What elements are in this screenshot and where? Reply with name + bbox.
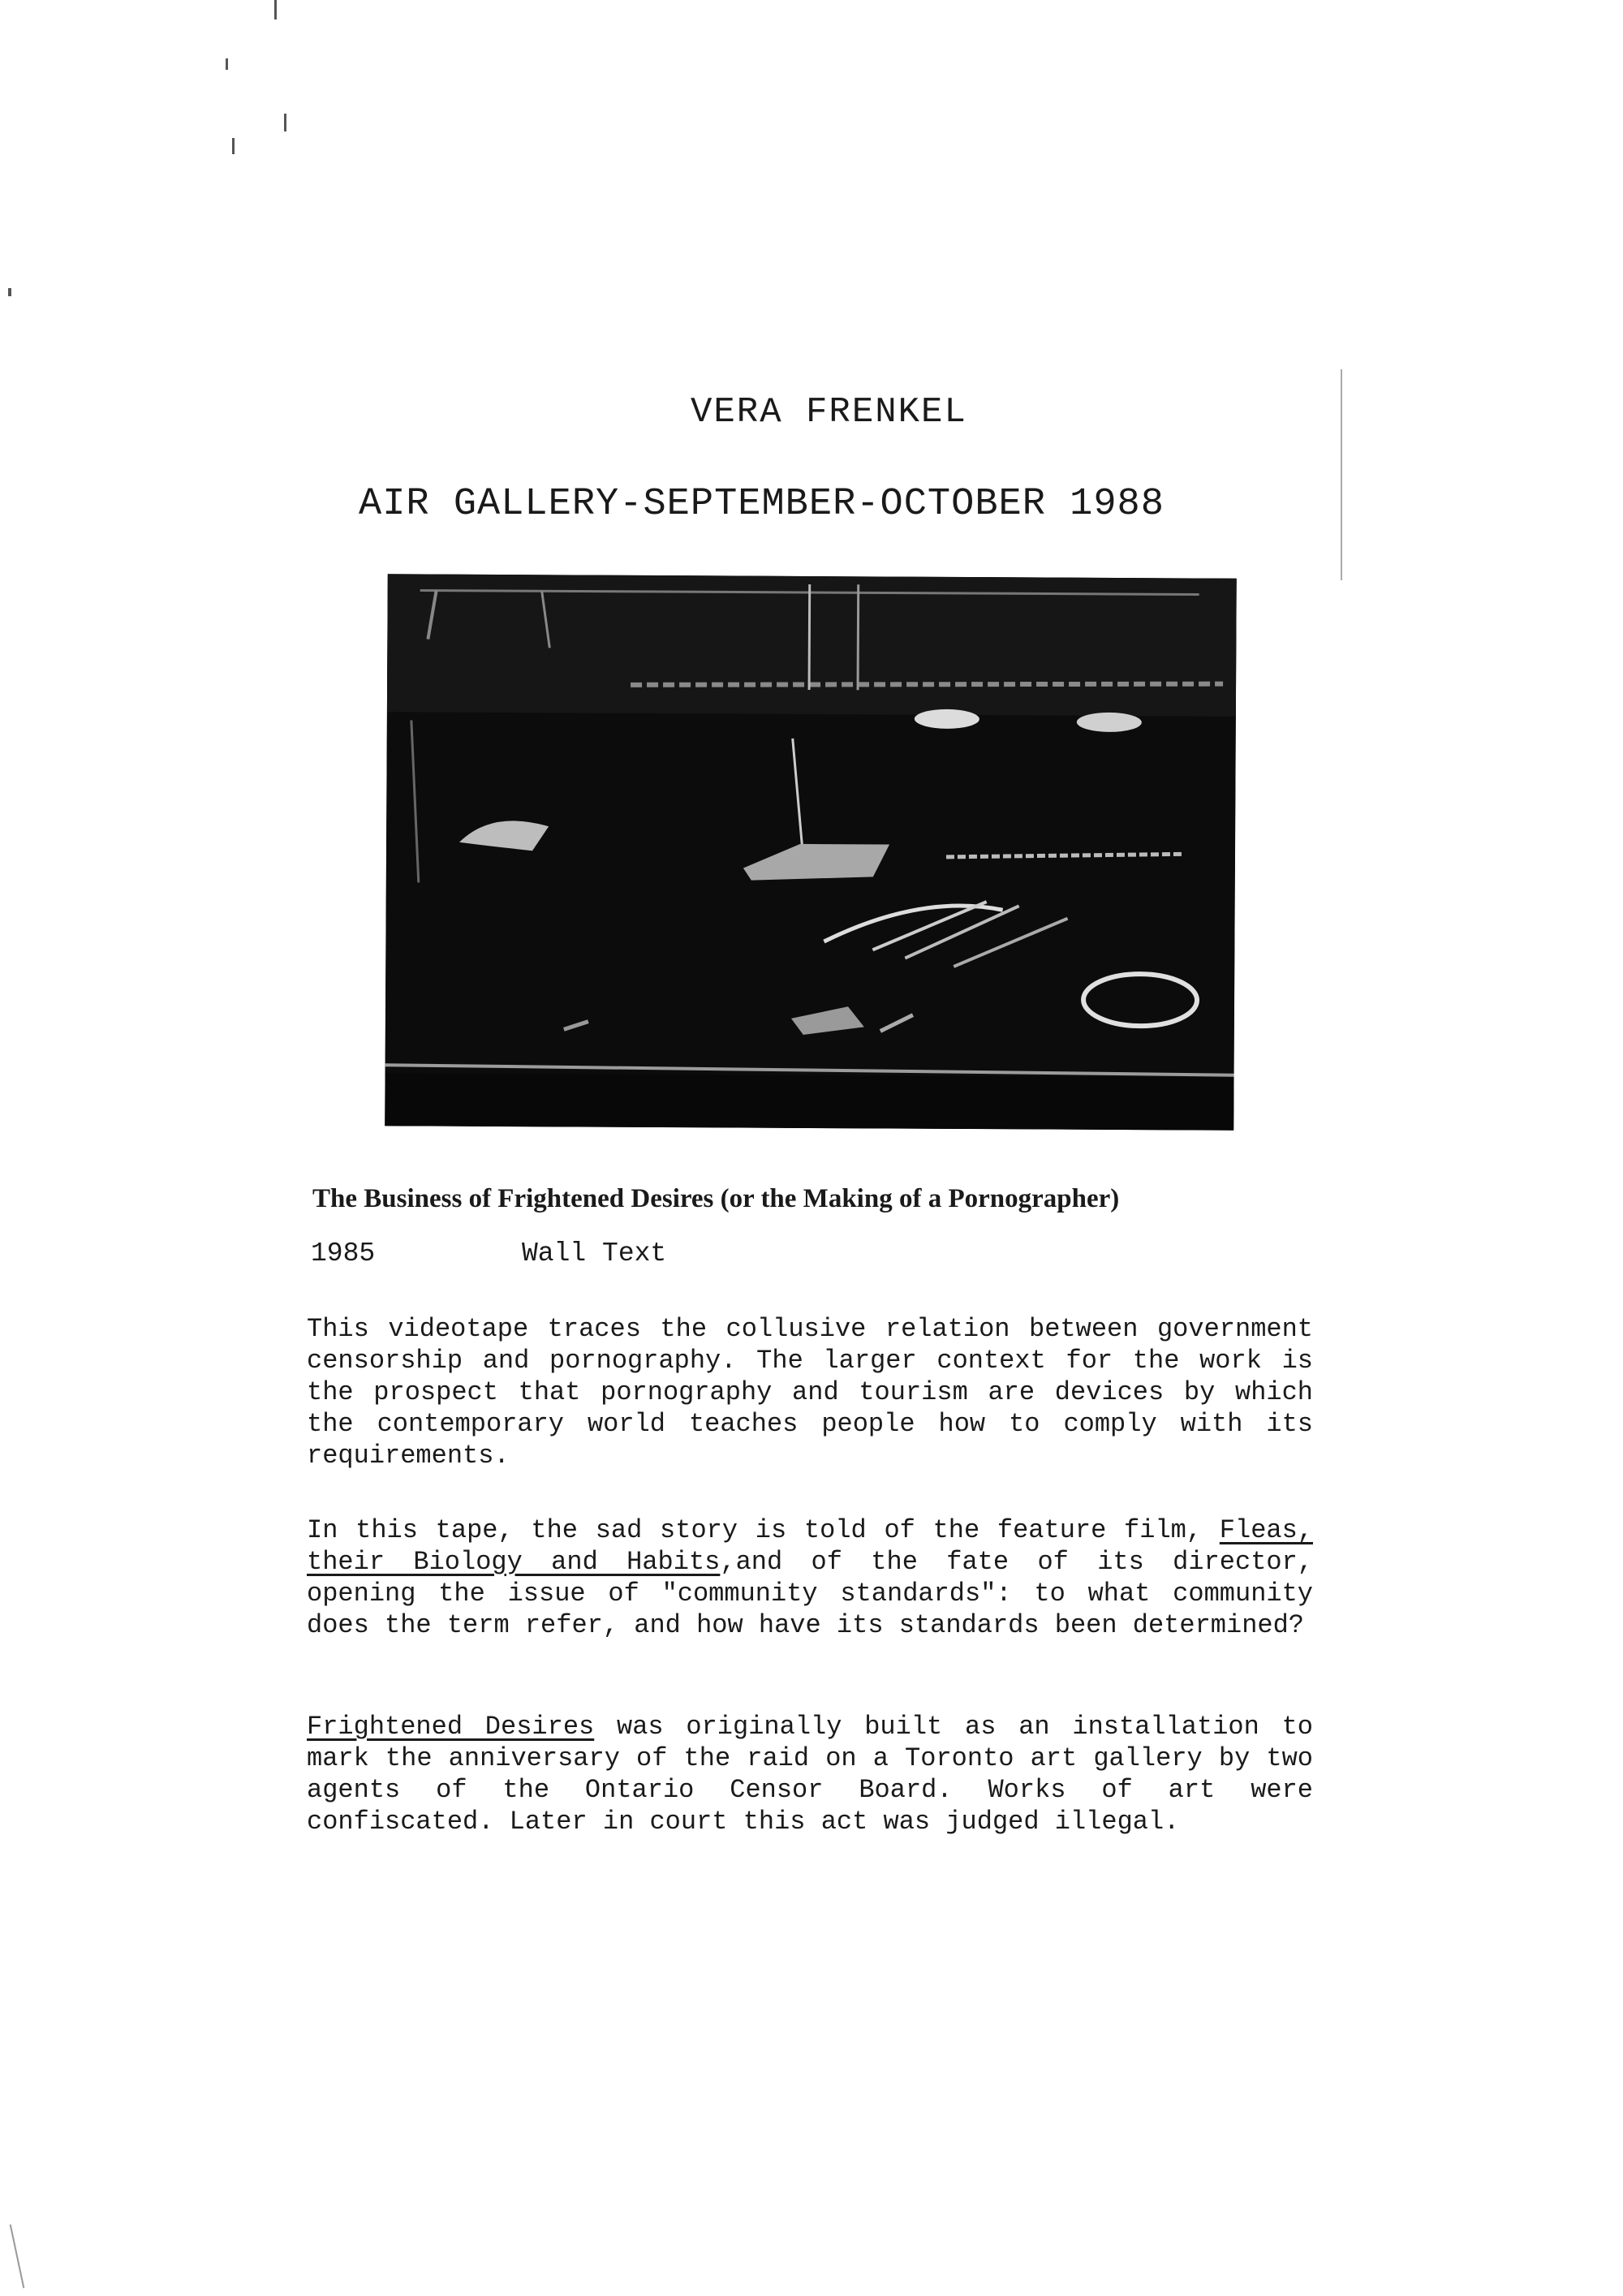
wall-text-label: Wall Text	[522, 1238, 667, 1269]
exhibition-venue-dates: AIR GALLERY-SEPTEMBER-OCTOBER 1988	[359, 483, 1165, 526]
scan-mark	[8, 288, 11, 296]
artist-name: VERA FRENKEL	[691, 392, 967, 433]
film-title: Fleas, their Biology and Habits	[307, 1515, 1313, 1577]
paragraph-intro: This videotape traces the collusive relation between government censorship and pornography. The larger context for the work is the prospect that pornography and tourism are devices by which the contemporary world teaches people how to comply with its requirements.	[307, 1314, 1313, 1471]
scan-mark	[1341, 369, 1342, 580]
paragraph-installation	[307, 1711, 1313, 1837]
scan-mark	[226, 58, 228, 70]
installation-photo-image	[385, 574, 1237, 1130]
scan-mark	[232, 138, 235, 154]
installation-title: Frightened Desires	[307, 1712, 595, 1742]
scan-mark	[274, 0, 277, 19]
work-title: The Business of Frightened Desires (or the Making of a Pornographer)	[312, 1184, 1120, 1213]
scan-mark	[284, 114, 286, 131]
paragraph-film-lead: In this tape, the sad story is told of the feature film,	[307, 1515, 1220, 1545]
paragraph-installation-rest: was originally built as an installation to mark the anniversary of the raid on a Toronto art gallery by two agents of the Ontario Censor Board. Works of art were confiscated. Later in court this act was judged illegal.	[307, 1712, 1314, 1837]
paragraph-film-rest: ,and of the fate of its director, opening the issue of "community standards": to what community does the term refer, and how have its standards been determined?	[307, 1547, 1314, 1640]
scan-mark	[10, 2225, 25, 2289]
work-year: 1985	[311, 1238, 376, 1269]
work-meta	[311, 1238, 879, 1269]
installation-photo	[385, 574, 1237, 1130]
paragraph-film	[307, 1514, 1313, 1641]
